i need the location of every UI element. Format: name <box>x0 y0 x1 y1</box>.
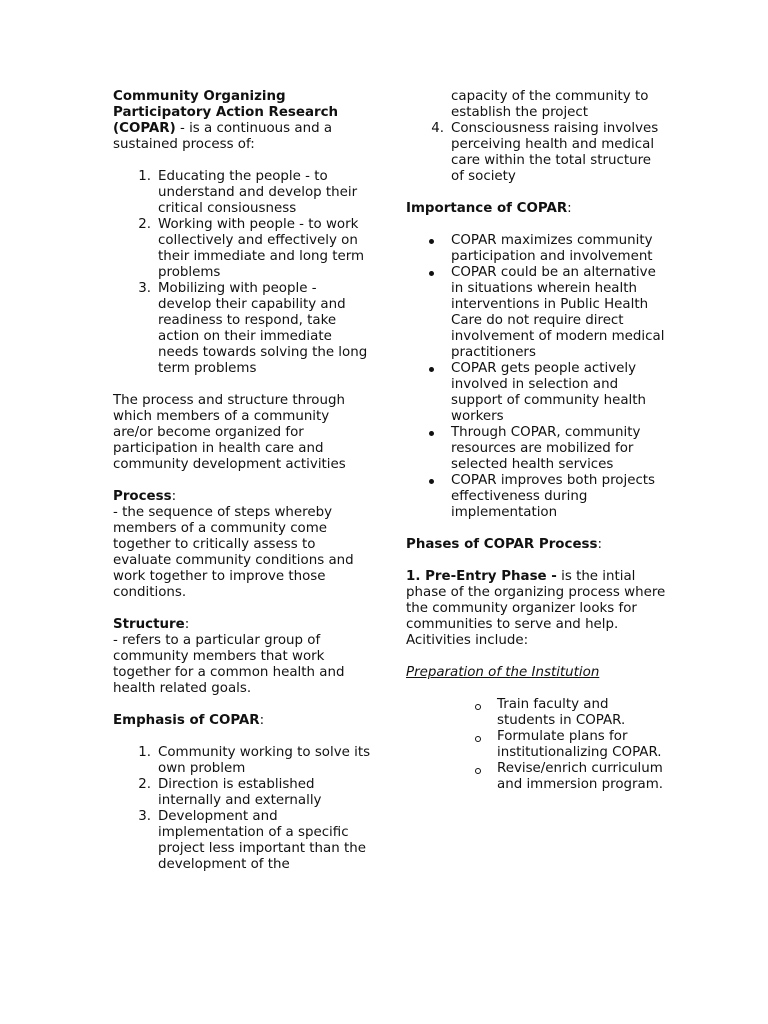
emphasis-heading <box>113 713 373 729</box>
process-definition: - the sequence of steps whereby members of a community come together to critically assess to evaluate community conditions and work together to improve those conditions. <box>113 505 354 600</box>
bullet-item <box>406 761 668 793</box>
list-item <box>406 121 668 185</box>
heading-colon: : <box>259 713 265 728</box>
list-item <box>113 281 373 377</box>
heading-colon: : <box>567 201 572 216</box>
emphasis-list <box>113 745 373 873</box>
bullet-icon <box>406 233 451 265</box>
emphasis-heading-text: Emphasis of COPAR <box>113 713 260 728</box>
list-item <box>113 777 373 809</box>
structure-heading <box>113 617 373 633</box>
list-number: 3. <box>138 281 151 296</box>
bullet-item <box>406 425 668 473</box>
preentry-paragraph <box>406 569 668 649</box>
preparation-list <box>406 697 668 793</box>
copar-definition: - is a continuous and a sustained process of: <box>113 121 333 152</box>
importance-list <box>406 233 668 521</box>
preentry-text: is the intial phase of the organizing process where the community organizer looks for communities to serve and help. Acitivities include: <box>406 569 666 648</box>
bullet-item <box>406 233 668 265</box>
bullet-text: COPAR could be an alternative in situations wherein health interventions in Public Health Care do not require direct involvement of modern medical practitioners <box>451 265 665 360</box>
bullet-icon <box>406 361 451 425</box>
list-number: 2. <box>138 777 151 792</box>
list-number: 3. <box>138 809 151 824</box>
list-text: Consciousness raising involves perceiving health and medical care within the total structure of society <box>451 121 659 184</box>
list-number: 4. <box>431 121 444 136</box>
list-text: Mobilizing with people - develop their capability and readiness to respond, take action on their immediate needs towards solving the long term problems <box>158 281 368 376</box>
right-column <box>406 89 668 793</box>
phases-heading <box>406 537 668 553</box>
process-heading-text: Process <box>113 489 172 504</box>
list-text: Educating the people - to understand and develop their critical consiousness <box>158 169 358 216</box>
circle-bullet-icon <box>451 729 497 761</box>
structure-definition: - refers to a particular group of community members that work together for a common health and health related goals. <box>113 633 345 696</box>
structure-heading-text: Structure <box>113 617 185 632</box>
process-structure-paragraph: The process and structure through which members of a community are/or become organized for participation in health care and community development activities <box>113 393 346 472</box>
bullet-text: Formulate plans for institutionalizing COPAR. <box>497 729 662 760</box>
bullet-text: Train faculty and students in COPAR. <box>497 697 626 728</box>
bullet-text: COPAR maximizes community participation and involvement <box>451 233 653 264</box>
process-heading <box>113 489 373 505</box>
list-item <box>113 809 373 873</box>
list-text: capacity of the community to establish the project <box>451 89 649 120</box>
preentry-heading: 1. Pre-Entry Phase - <box>406 569 557 584</box>
list-item <box>113 217 373 281</box>
list-text: Working with people - to work collectively and effectively on their immediate and long term problems <box>158 217 365 280</box>
heading-colon: : <box>184 617 190 632</box>
intro-paragraph <box>113 89 373 153</box>
bullet-item <box>406 265 668 361</box>
bullet-item <box>406 697 668 729</box>
list-number: 1. <box>138 745 151 760</box>
list-item <box>113 169 373 217</box>
heading-colon: : <box>171 489 177 504</box>
list-text: Direction is established internally and externally <box>158 777 322 808</box>
bullet-icon <box>406 265 451 361</box>
bullet-text: Revise/enrich curriculum and immersion program. <box>497 761 664 792</box>
bullet-icon <box>406 425 451 473</box>
circle-bullet-icon <box>451 697 497 729</box>
list-number: 2. <box>138 217 151 232</box>
bullet-icon <box>406 473 451 521</box>
list-text: Community working to solve its own problem <box>158 745 371 776</box>
bullet-text: COPAR improves both projects effectiveness during implementation <box>451 473 656 520</box>
circle-bullet-icon <box>451 761 497 793</box>
process-list <box>113 169 373 377</box>
list-text: Development and implementation of a specific project less important than the development of the <box>158 809 366 872</box>
bullet-text: Through COPAR, community resources are mobilized for selected health services <box>451 425 641 472</box>
bullet-item <box>406 473 668 521</box>
importance-heading <box>406 201 668 217</box>
bullet-item <box>406 361 668 425</box>
heading-colon: : <box>597 537 602 552</box>
left-column <box>113 89 373 873</box>
list-item <box>113 745 373 777</box>
list-number: 1. <box>138 169 151 184</box>
importance-heading-text: Importance of COPAR <box>406 201 568 216</box>
list-item-continued <box>406 89 668 121</box>
preparation-heading: Preparation of the Institution <box>406 665 600 680</box>
copar-title: Community Organizing Participatory Action Research (COPAR) <box>113 89 339 136</box>
bullet-item <box>406 729 668 761</box>
phases-heading-text: Phases of COPAR Process <box>406 537 598 552</box>
bullet-text: COPAR gets people actively involved in selection and support of community health workers <box>451 361 646 424</box>
